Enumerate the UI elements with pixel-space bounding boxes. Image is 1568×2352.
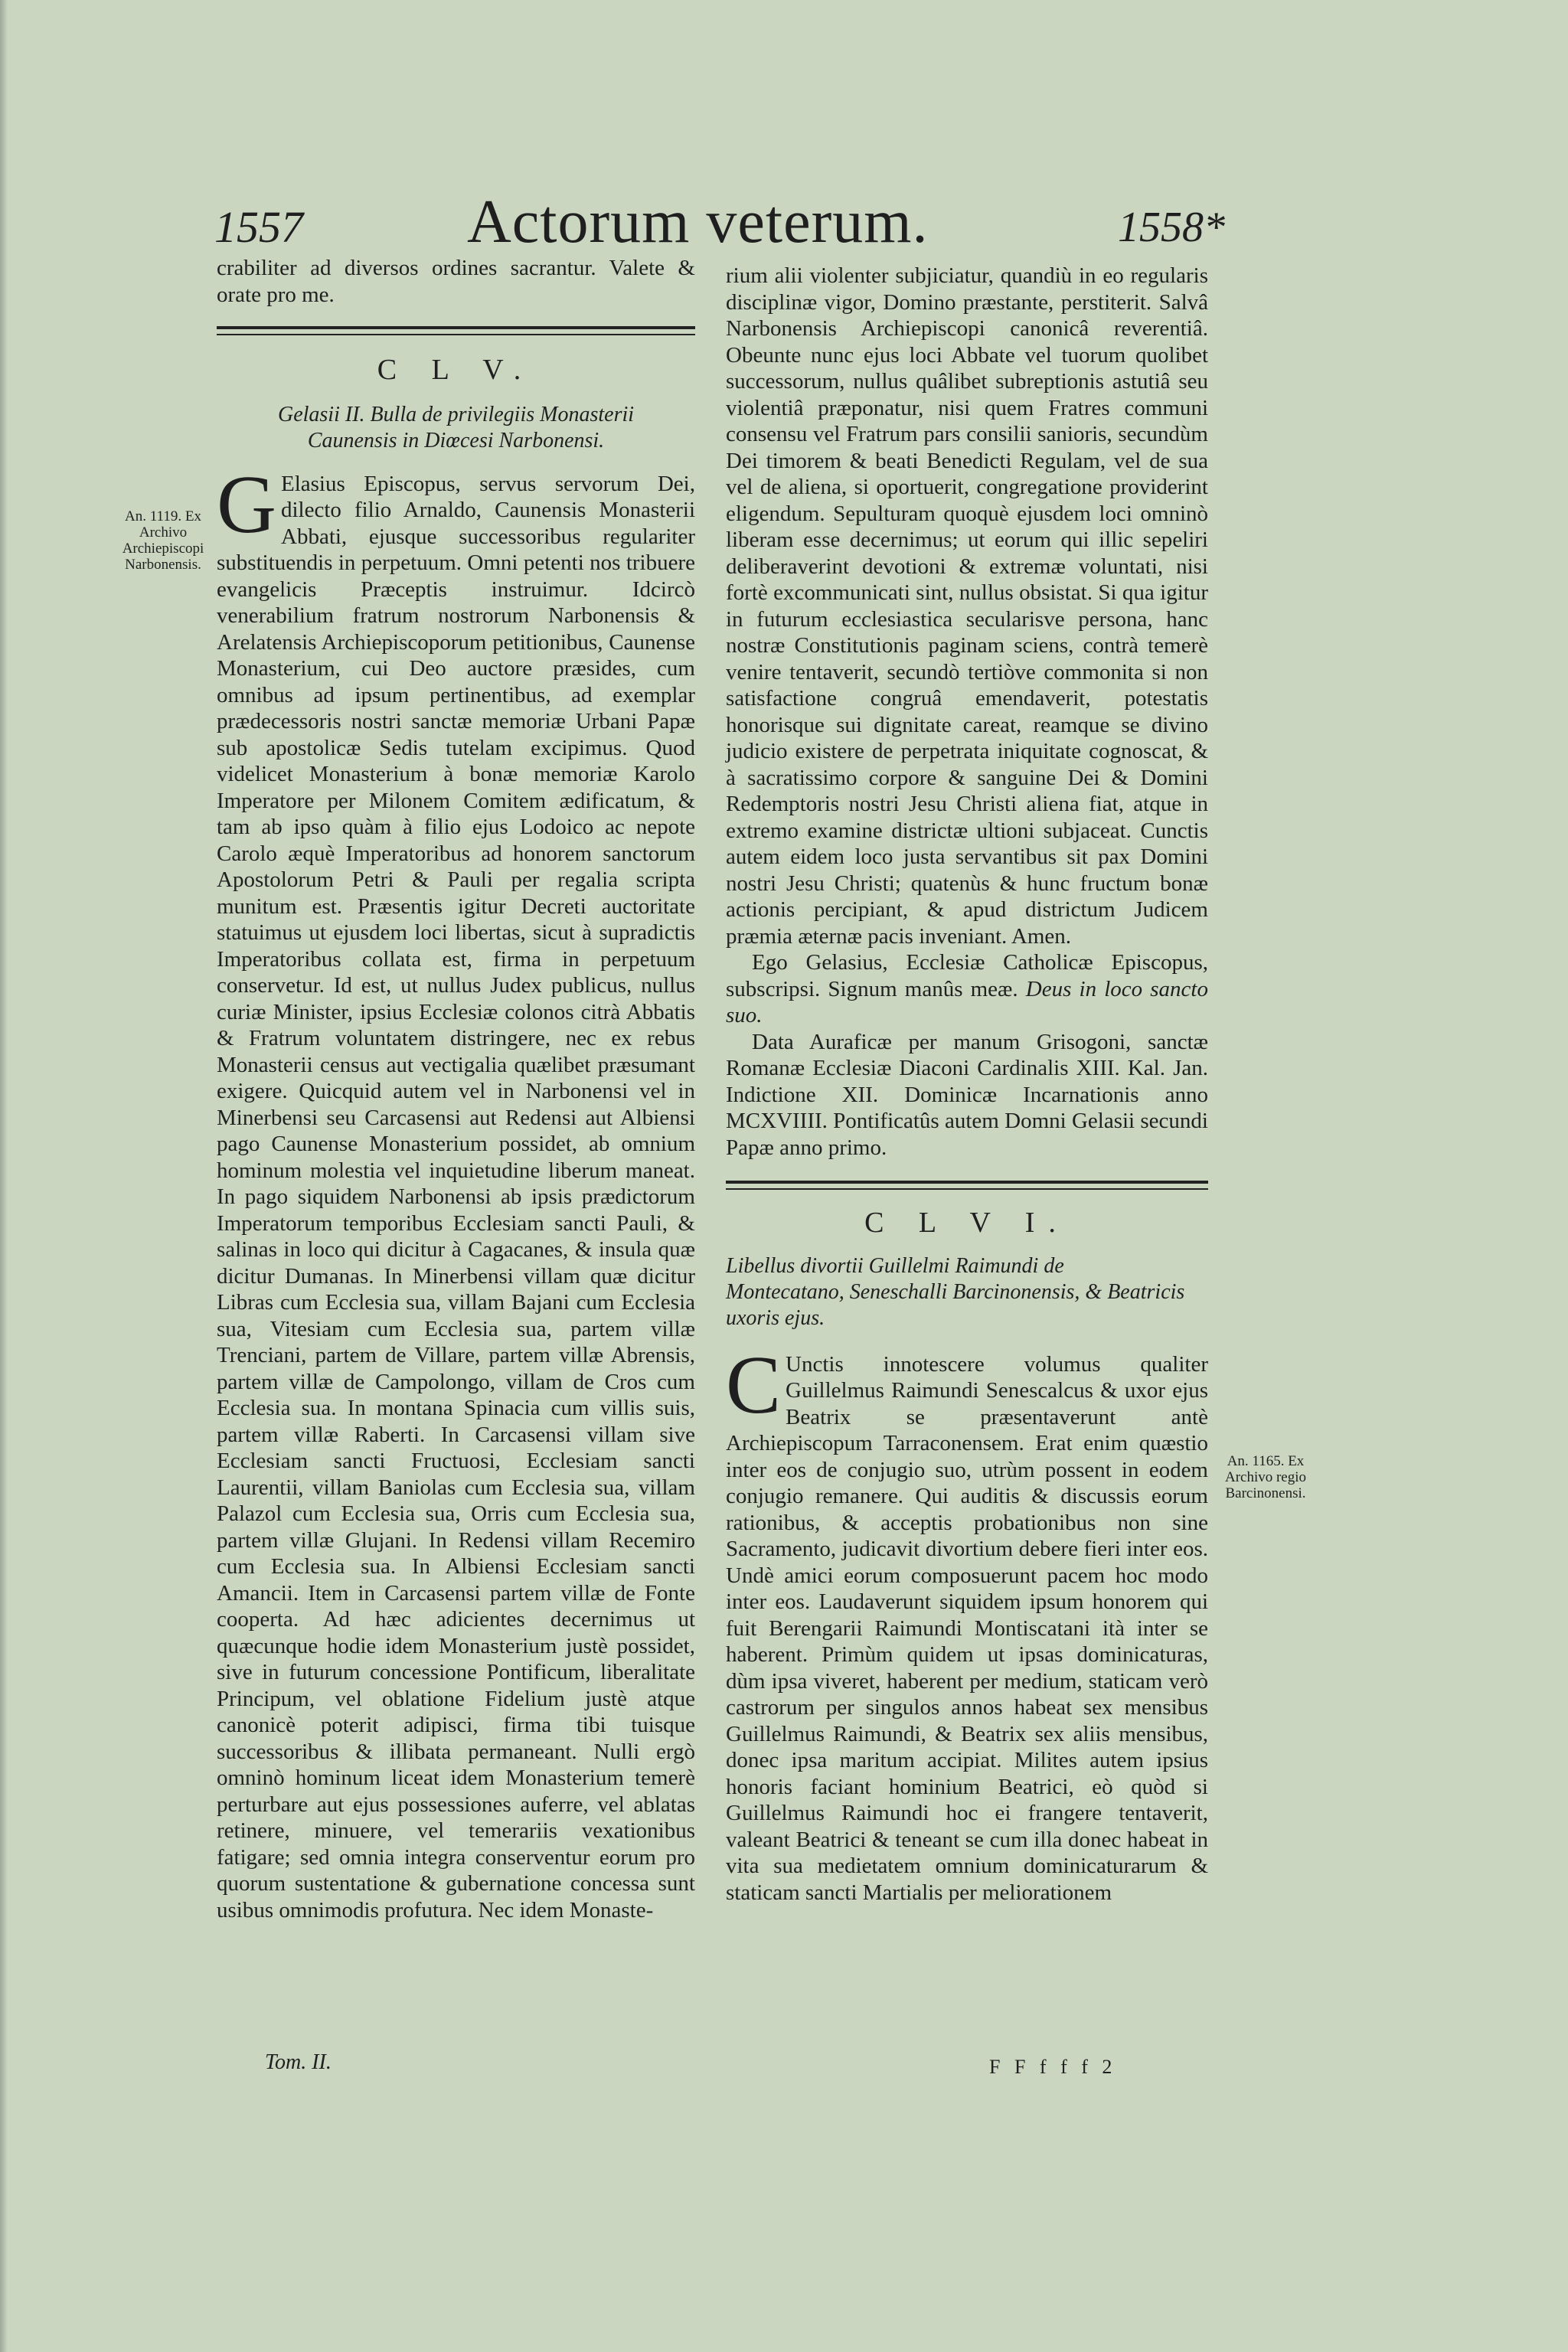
body-text: Elasius Episcopus, servus servorum Dei, dilecto filio Arnaldo, Caunensis Monasterii Abbati, ejusque successoribus regulariter substituendis in perpetuum. Omni petenti nos tribuere evangelicis Præceptis instruimur. Idcircò venerabilium fratrum nostrorum Narbonensis & Arelatensis Archiepiscoporum petitionibus, Caunense Monasterium, cui Deo auctore præsides, cum omnibus ad ipsum pertinentibus, ad exemplar prædecessoris nostri sanctæ memoriæ Urbani Papæ sub apostolicæ Sedis tutelam excipimus. Quod videlicet Monasterium à bonæ memoriæ Karolo Imperatore per Milonem Comitem ædificatum, & tam ab ipso quàm à filio ejus Lodoico ac nepote Carolo æquè Imperatoribus ad honorem sanctorum Apostolorum Petri & Pauli per regalia scripta munitum est. Præsentis igitur Decreti auctoritate statuimus ut ejusdem loci libertas, sicut à supradictis Imperatoribus collata est, firma in perpetuum conservetur. Id est, ut nullus Judex publicus, nullus curiæ Minister, ipsius Ecclesiæ colonos citrà Abbatis & Fratrum voluntatem distringere, nec ex rebus Monasterii census aut vectigalia quælibet præsumant exigere. Quicquid autem vel in Narbonensi vel in Minerbensi seu Carcasensi aut Redensi aut Albiensi pago Caunense Monasterium possidet, ab omnium hominum molestia vel inquietudine liberum maneat. In pago siquidem Narbonensi ab ipsis prædictorum Imperatorum temporibus Ecclesiam sancti Pauli, & salinas in loco qui dicitur à Cagacanes, & insula quæ dicitur Dumanas. In Minerbensi villam quæ dicitur Libras cum Ecclesia sua, villam Bajani cum Ecclesia sua, Vitesiam cum Ecclesia sua, partem villæ Trenciani, partem de Villare, partem villæ Abrensis, partem villæ de Campolongo, villam de Cros cum Ecclesia sua. In montana Spinacia cum villis suis, partem villæ Raberti. In Carcasensi villam sive Ecclesiam sancti Fructuosi, Ecclesiam sancti Laurentii, villam Baniolas cum Ecclesia sua, villam Palazol cum Ecclesia sua, Orris cum Ecclesia sua, partem villæ Glujani. In Redensi villam Recemiro cum Ecclesia sua. In Albiensi Ecclesiam sancti Amancii. Item in Carcasensi partem villæ de Fonte cooperta. Ad hæc adicientes decernimus ut quæcunque hodie idem Monasterium justè possidet, sive in futurum concessione Pontificum, liberalitate Principum, vel oblatione Fidelium justè atque canonicè poterit adipisci, firma tibi tuisque successoribus & illibata permaneant. Nulli ergò omninò hominum liceat idem Monasterium temerè perturbare aut ejus possessiones auferre, vel ablatas retinere, minuere, vel temerariis vexationibus fatigare; sed omnia integra conserventur eorum pro quorum sustentatione & gubernatione concessa sunt usibus omnimodis profutura. Nec idem Monaste- bbox=[217, 471, 695, 1922]
section-number: C L V I. bbox=[864, 1207, 1070, 1239]
section-body bbox=[217, 459, 695, 1924]
left-column bbox=[217, 255, 695, 1923]
section-title: Libellus divortii Guillelmi Raimundi de Montecatano, Seneschalli Barcinonensis, & Beatricis uxoris ejus. bbox=[726, 1253, 1185, 1330]
left-page-number: 1557 bbox=[214, 202, 303, 252]
drop-cap: G bbox=[217, 459, 276, 550]
subscription-motto: Deus in loco sancto suo. bbox=[726, 976, 1208, 1027]
section-body bbox=[726, 1339, 1208, 1906]
running-head bbox=[214, 188, 1225, 256]
book-spine-shadow bbox=[0, 0, 8, 2352]
body-text: rium alii violenter subjiciatur, quandiù in eo regularis disciplinæ vigor, Domino præstante, perstiterit. Salvâ Narbonensis Archiepiscopi canonicâ reverentiâ. Obeunte nunc ejus loci Abbate vel tuorum quolibet successorum, nullus quâlibet subreptionis astutiâ seu violentiâ præponatur, nisi quem Fratres communi consensu vel Fratrum pars consilii sanioris, secundùm Dei timorem & beati Benedicti Regulam, vel de sua vel de aliena, si oportuerit, congregatione providerint eligendum. Sepulturam quoquè ejusdem loci omninò liberam esse decernimus; ut eorum qui illic sepeliri deliberaverint devotioni & extremæ voluntati, nisi fortè excommunicati sint, nullus obsistat. Si qua igitur in futurum ecclesiastica secularisve persona, hanc nostræ Constitutionis paginam sciens, contrà temerè venire tentaverit, secundò tertiòve commonita si non satisfactione congruâ emendaverit, potestatis honorisque sui dignitate careat, reamque se divino judicio existere de perpetrata iniquitate cognoscat, & à sacratissimo corpore & sanguine Dei & Domini Redemptoris nostri Jesu Christi aliena fiat, atque in extremo examine districtæ ultioni subjaceat. Cunctis autem eidem loco justa servantibus sit pax Domini nostri Jesu Christi; quatenùs & hunc fructum bonæ actionis percipiant, & apud districtum Judicem præmia æternæ pacis inveniant. Amen. bbox=[726, 263, 1208, 949]
margin-note-left: An. 1119. Ex Archivo Archiepiscopi Narbonensis. bbox=[122, 508, 204, 573]
margin-note-right: An. 1165. Ex Archivo regio Barcinonensi. bbox=[1224, 1453, 1307, 1501]
running-title: Actorum veterum. bbox=[467, 188, 929, 256]
section-rule bbox=[726, 1181, 1208, 1190]
subscription-text bbox=[726, 949, 1208, 1029]
volume-footer: Tom. II. bbox=[265, 2050, 332, 2074]
right-page-number: 1558* bbox=[1118, 204, 1225, 251]
drop-cap: C bbox=[726, 1339, 782, 1431]
section-number: C L V. bbox=[377, 354, 535, 386]
subscription-plain: Ego Gelasius, Ecclesiæ Catholicæ Episcopus, subscripsi. Signum manûs meæ. bbox=[726, 950, 1208, 1001]
left-intro-text: crabiliter ad diversos ordines sacrantur. Valete & orate pro me. bbox=[217, 256, 695, 307]
section-title: Gelasii II. Bulla de privilegiis Monasterii Caunensis in Diœcesi Narbonensi. bbox=[277, 402, 635, 452]
body-text: Unctis innotescere volumus qualiter Guillelmus Raimundi Senescalcus & uxor ejus Beatrix se præsentaverunt antè Archiepiscopum Tarraconensem. Erat enim quæstio inter eos de conjugio suo, utrùm possent in eodem conjugio remanere. Qui auditis & discussis eorum rationibus, & acceptis probationibus non sine Sacramento, judicavit divortium debere fieri inter eos. Undè amici eorum composuerunt pacem hoc modo inter eos. Laudaverunt siquidem ipsum honorem qui fuit Berengarii Raimundi Montiscatani ità inter se haberent. Primùm quidem ut ipsas dominicaturas, dùm ipsa viveret, haberent per medium, staticam verò castrorum per singulos annos habeat sex mensibus Guillelmus Raimundi, & Beatrix sex aliis mensibus, donec ipsa maritum accipiat. Milites autem ipsius honoris faciant hominium Beatrici, eò quòd si Guillelmus Raimundi hoc ei frangere tentaverit, valeant Beatrici & teneant se cum illa donec habeat in vita sua medietatem omnium dominicaturarum & staticam sancti Martialis per meliorationem bbox=[726, 1351, 1208, 1905]
dating-clause: Data Auraficæ per manum Grisogoni, sanctæ Romanæ Ecclesiæ Diaconi Cardinalis XIII. Kal. Jan. Indictione XII. Dominicæ Incarnationis anno MCXVIIII. Pontificatûs autem Domni Gelasii secundi Papæ anno primo. bbox=[726, 1029, 1208, 1160]
signature-mark: F F f f f 2 bbox=[989, 2056, 1117, 2078]
right-column bbox=[726, 263, 1208, 1906]
section-rule bbox=[217, 326, 695, 335]
